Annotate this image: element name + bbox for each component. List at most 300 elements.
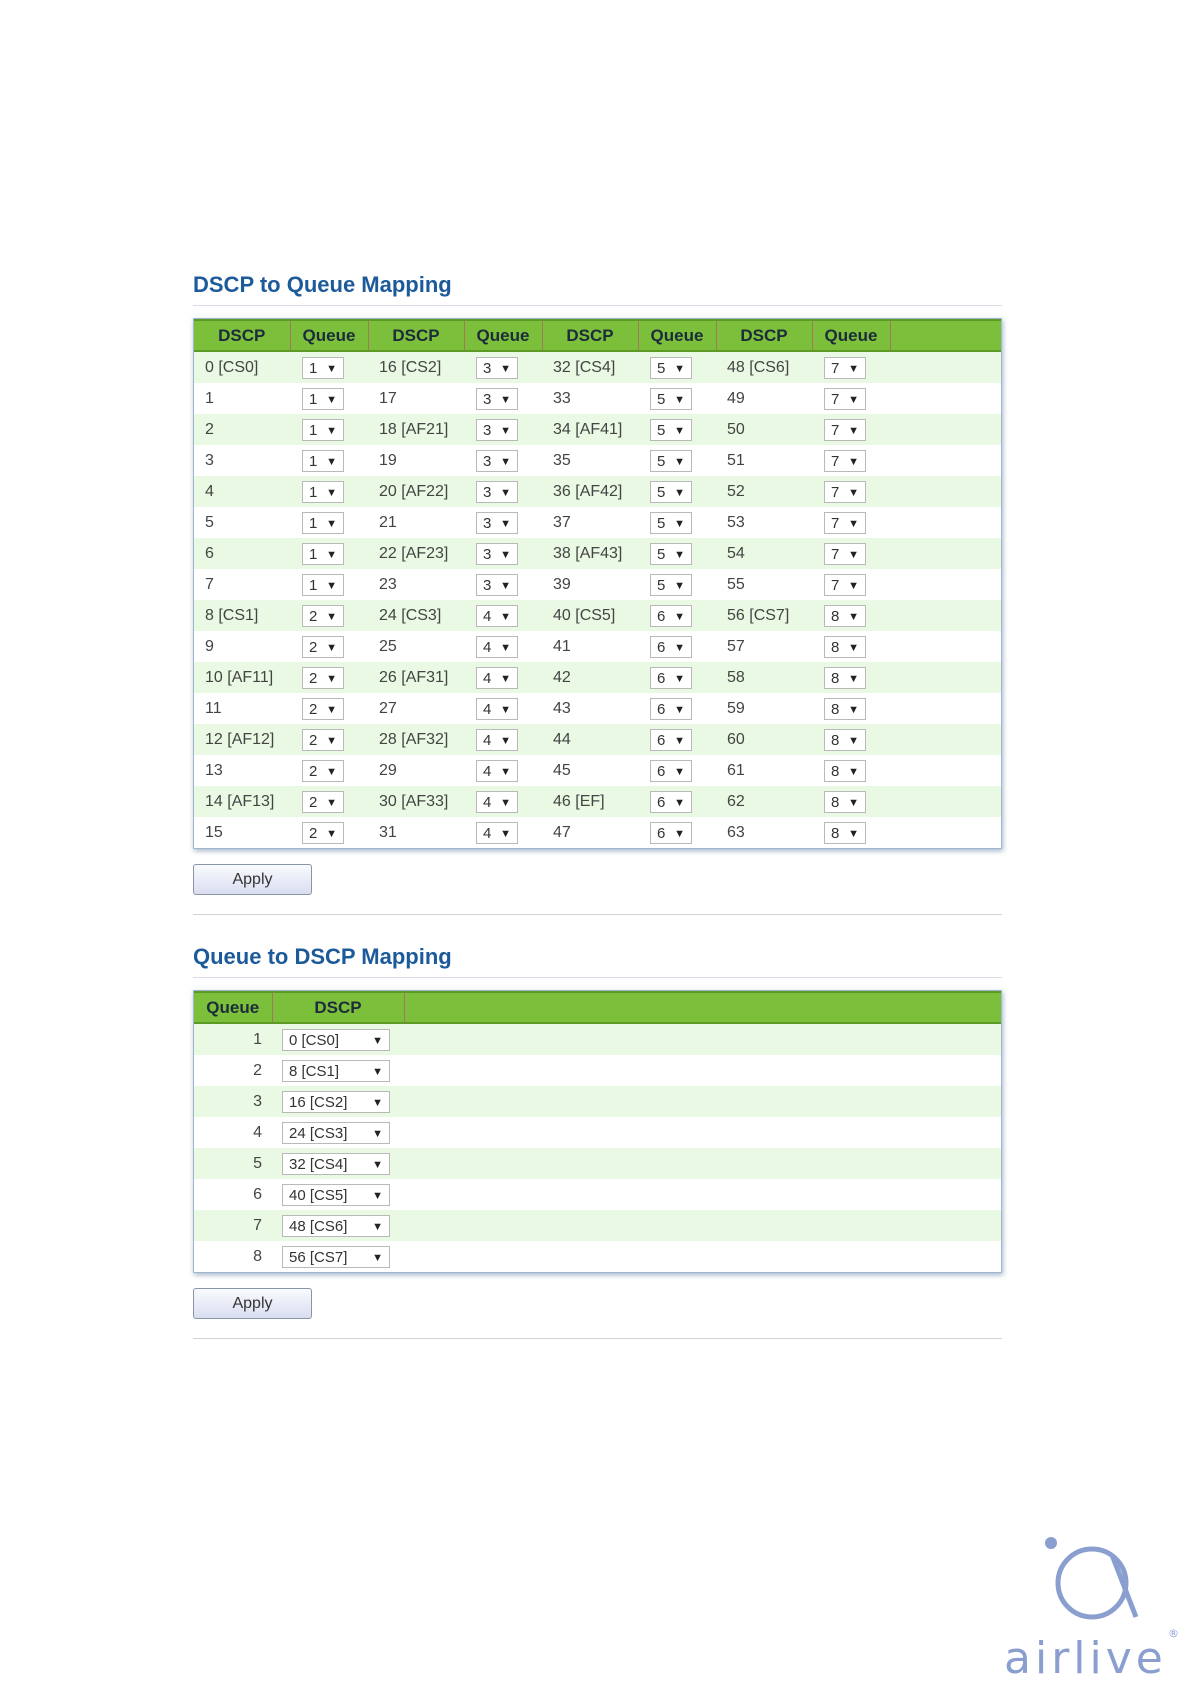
- chevron-down-icon: ▼: [848, 517, 859, 530]
- chevron-down-icon: ▼: [848, 362, 859, 375]
- chevron-down-icon: ▼: [674, 610, 685, 623]
- dscp-value: 30 [AF33]: [368, 786, 464, 817]
- queue-number: 6: [194, 1179, 272, 1210]
- dscp-value: 20 [AF22]: [368, 476, 464, 507]
- dscp-select[interactable]: [282, 1091, 390, 1113]
- chevron-down-icon: ▼: [326, 672, 337, 685]
- queue-cell: [290, 662, 368, 693]
- select-value: 40 [CS5]: [289, 1186, 348, 1204]
- select-value: 8: [831, 669, 840, 687]
- svg-text:airlive: airlive: [1004, 1633, 1167, 1680]
- airlive-logo-graphic: [1000, 1525, 1180, 1680]
- queue-select[interactable]: [476, 667, 518, 689]
- select-value: 5: [657, 576, 666, 594]
- chevron-down-icon: ▼: [500, 393, 511, 406]
- table-header-row: [194, 992, 1001, 1023]
- dscp-value: 23: [368, 569, 464, 600]
- queue-select[interactable]: [302, 512, 344, 534]
- dscp-cell: [272, 1055, 404, 1086]
- select-value: 48 [CS6]: [289, 1217, 348, 1235]
- dscp-value: 2: [194, 414, 290, 445]
- queue-cell: [464, 351, 542, 383]
- queue-cell: [464, 724, 542, 755]
- column-header: Queue: [194, 992, 272, 1023]
- queue-cell: [290, 786, 368, 817]
- queue-select[interactable]: [476, 450, 518, 472]
- dscp-select[interactable]: [282, 1029, 390, 1051]
- select-value: 32 [CS4]: [289, 1155, 348, 1173]
- filler-cell: [890, 817, 1001, 848]
- dscp-value: 31: [368, 817, 464, 848]
- queue-to-dscp-table: [194, 991, 1001, 1272]
- filler-cell: [890, 662, 1001, 693]
- column-header: DSCP: [194, 320, 290, 351]
- filler-cell: [890, 351, 1001, 383]
- filler-cell: [890, 538, 1001, 569]
- dscp-select[interactable]: [282, 1184, 390, 1206]
- queue-cell: [638, 445, 716, 476]
- table-row: [194, 476, 1001, 507]
- queue-select[interactable]: [650, 605, 692, 627]
- select-value: 5: [657, 421, 666, 439]
- select-value: 0 [CS0]: [289, 1031, 340, 1049]
- dscp-value: 8 [CS1]: [194, 600, 290, 631]
- dscp-value: 59: [716, 693, 812, 724]
- queue-select[interactable]: [650, 543, 692, 565]
- table-row: [194, 724, 1001, 755]
- dscp-cell: [272, 1148, 404, 1179]
- queue-select[interactable]: [302, 822, 344, 844]
- chevron-down-icon: ▼: [326, 393, 337, 406]
- queue-cell: [812, 755, 890, 786]
- queue-select[interactable]: [650, 450, 692, 472]
- chevron-down-icon: ▼: [500, 424, 511, 437]
- chevron-down-icon: ▼: [500, 579, 511, 592]
- column-header: DSCP: [716, 320, 812, 351]
- chevron-down-icon: ▼: [848, 579, 859, 592]
- chevron-down-icon: ▼: [500, 672, 511, 685]
- filler-cell: [404, 1023, 1001, 1055]
- select-value: 3: [483, 421, 492, 439]
- queue-select[interactable]: [476, 388, 518, 410]
- select-value: 5: [657, 483, 666, 501]
- select-value: 8: [831, 824, 840, 842]
- queue-select[interactable]: [302, 419, 344, 441]
- dscp-value: 36 [AF42]: [542, 476, 638, 507]
- filler-cell: [404, 1117, 1001, 1148]
- table-row: [194, 445, 1001, 476]
- chevron-down-icon: ▼: [500, 796, 511, 809]
- select-value: 7: [831, 390, 840, 408]
- table-row: [194, 662, 1001, 693]
- select-value: 5: [657, 359, 666, 377]
- queue-cell: [812, 662, 890, 693]
- select-value: 7: [831, 576, 840, 594]
- select-value: 7: [831, 452, 840, 470]
- table-row: [194, 414, 1001, 445]
- select-value: 4: [483, 638, 492, 656]
- chevron-down-icon: ▼: [674, 548, 685, 561]
- table-row: [194, 351, 1001, 383]
- select-value: 56 [CS7]: [289, 1248, 348, 1266]
- select-value: 3: [483, 359, 492, 377]
- table-row: [194, 693, 1001, 724]
- select-value: 24 [CS3]: [289, 1124, 348, 1142]
- dscp-to-queue-title: DSCP to Queue Mapping: [193, 270, 1002, 306]
- dscp-value: 1: [194, 383, 290, 414]
- select-value: 1: [309, 390, 318, 408]
- chevron-down-icon: ▼: [372, 1034, 383, 1047]
- select-value: 4: [483, 731, 492, 749]
- queue-cell: [812, 600, 890, 631]
- table-row: [194, 1055, 1001, 1086]
- queue-number: 7: [194, 1210, 272, 1241]
- dscp-value: 39: [542, 569, 638, 600]
- dscp-value: 15: [194, 817, 290, 848]
- select-value: 5: [657, 452, 666, 470]
- dscp-value: 38 [AF43]: [542, 538, 638, 569]
- queue-select[interactable]: [824, 667, 866, 689]
- dscp-select[interactable]: [282, 1122, 390, 1144]
- queue-select[interactable]: [824, 760, 866, 782]
- dscp-value: 32 [CS4]: [542, 351, 638, 383]
- queue-cell: [638, 631, 716, 662]
- queue-select[interactable]: [824, 512, 866, 534]
- select-value: 4: [483, 762, 492, 780]
- dscp-value: 14 [AF13]: [194, 786, 290, 817]
- select-value: 6: [657, 669, 666, 687]
- queue-cell: [638, 662, 716, 693]
- chevron-down-icon: ▼: [674, 703, 685, 716]
- dscp-value: 34 [AF41]: [542, 414, 638, 445]
- queue-cell: [464, 445, 542, 476]
- queue-cell: [812, 445, 890, 476]
- select-value: 7: [831, 421, 840, 439]
- queue-select[interactable]: [824, 543, 866, 565]
- select-value: 7: [831, 359, 840, 377]
- queue-cell: [812, 351, 890, 383]
- queue-select[interactable]: [824, 450, 866, 472]
- select-value: 6: [657, 793, 666, 811]
- chevron-down-icon: ▼: [500, 641, 511, 654]
- table-row: [194, 1241, 1001, 1272]
- chevron-down-icon: ▼: [674, 672, 685, 685]
- chevron-down-icon: ▼: [848, 734, 859, 747]
- chevron-down-icon: ▼: [326, 455, 337, 468]
- select-value: 3: [483, 576, 492, 594]
- select-value: 1: [309, 545, 318, 563]
- select-value: 6: [657, 607, 666, 625]
- queue-to-dscp-section: [193, 942, 1002, 1339]
- queue-select[interactable]: [650, 698, 692, 720]
- queue-select[interactable]: [476, 512, 518, 534]
- select-value: 5: [657, 545, 666, 563]
- dscp-value: 6: [194, 538, 290, 569]
- select-value: 6: [657, 700, 666, 718]
- queue-select[interactable]: [476, 822, 518, 844]
- dscp-value: 19: [368, 445, 464, 476]
- column-header: DSCP: [368, 320, 464, 351]
- queue-select[interactable]: [476, 543, 518, 565]
- chevron-down-icon: ▼: [326, 765, 337, 778]
- dscp-select[interactable]: [282, 1153, 390, 1175]
- chevron-down-icon: ▼: [372, 1065, 383, 1078]
- dscp-value: 37: [542, 507, 638, 538]
- chevron-down-icon: ▼: [326, 579, 337, 592]
- dscp-value: 29: [368, 755, 464, 786]
- select-value: 3: [483, 452, 492, 470]
- chevron-down-icon: ▼: [674, 486, 685, 499]
- dscp-value: 5: [194, 507, 290, 538]
- chevron-down-icon: ▼: [848, 486, 859, 499]
- queue-select[interactable]: [824, 574, 866, 596]
- queue-to-dscp-body: [194, 1023, 1001, 1272]
- queue-number: 1: [194, 1023, 272, 1055]
- queue-select[interactable]: [476, 419, 518, 441]
- column-header: Queue: [638, 320, 716, 351]
- queue-select[interactable]: [824, 388, 866, 410]
- queue-select[interactable]: [824, 481, 866, 503]
- filler-cell: [890, 414, 1001, 445]
- column-header: Queue: [290, 320, 368, 351]
- queue-number: 8: [194, 1241, 272, 1272]
- queue-select[interactable]: [476, 791, 518, 813]
- queue-select[interactable]: [302, 605, 344, 627]
- queue-select[interactable]: [302, 543, 344, 565]
- queue-cell: [464, 755, 542, 786]
- chevron-down-icon: ▼: [326, 486, 337, 499]
- select-value: 7: [831, 483, 840, 501]
- select-value: 6: [657, 731, 666, 749]
- queue-select[interactable]: [650, 822, 692, 844]
- dscp-select[interactable]: [282, 1215, 390, 1237]
- queue-select[interactable]: [302, 481, 344, 503]
- select-value: 2: [309, 793, 318, 811]
- queue-select[interactable]: [650, 357, 692, 379]
- chevron-down-icon: ▼: [326, 641, 337, 654]
- queue-select[interactable]: [476, 698, 518, 720]
- select-value: 3: [483, 514, 492, 532]
- select-value: 2: [309, 700, 318, 718]
- queue-select[interactable]: [302, 636, 344, 658]
- queue-select[interactable]: [824, 698, 866, 720]
- queue-select[interactable]: [650, 419, 692, 441]
- queue-cell: [812, 724, 890, 755]
- table-row: [194, 1210, 1001, 1241]
- chevron-down-icon: ▼: [372, 1127, 383, 1140]
- queue-select[interactable]: [824, 791, 866, 813]
- queue-cell: [638, 569, 716, 600]
- dscp-value: 55: [716, 569, 812, 600]
- chevron-down-icon: ▼: [500, 486, 511, 499]
- queue-cell: [464, 786, 542, 817]
- select-value: 1: [309, 483, 318, 501]
- queue-select[interactable]: [302, 357, 344, 379]
- dscp-select[interactable]: [282, 1060, 390, 1082]
- chevron-down-icon: ▼: [326, 362, 337, 375]
- chevron-down-icon: ▼: [500, 765, 511, 778]
- queue-select[interactable]: [302, 791, 344, 813]
- dscp-value: 43: [542, 693, 638, 724]
- dscp-cell: [272, 1023, 404, 1055]
- queue-select[interactable]: [650, 512, 692, 534]
- dscp-value: 42: [542, 662, 638, 693]
- filler-cell: [404, 1055, 1001, 1086]
- queue-select[interactable]: [650, 729, 692, 751]
- queue-select[interactable]: [650, 760, 692, 782]
- queue-select[interactable]: [302, 574, 344, 596]
- dscp-value: 46 [EF]: [542, 786, 638, 817]
- dscp-select[interactable]: [282, 1246, 390, 1268]
- queue-cell: [638, 755, 716, 786]
- queue-cell: [638, 538, 716, 569]
- dscp-value: 10 [AF11]: [194, 662, 290, 693]
- chevron-down-icon: ▼: [500, 455, 511, 468]
- queue-select[interactable]: [302, 760, 344, 782]
- table-row: [194, 1023, 1001, 1055]
- queue-select[interactable]: [650, 481, 692, 503]
- queue-cell: [290, 600, 368, 631]
- chevron-down-icon: ▼: [674, 424, 685, 437]
- table-row: [194, 1086, 1001, 1117]
- filler-cell: [890, 693, 1001, 724]
- queue-cell: [290, 351, 368, 383]
- queue-cell: [290, 631, 368, 662]
- queue-cell: [290, 414, 368, 445]
- chevron-down-icon: ▼: [674, 393, 685, 406]
- queue-select[interactable]: [650, 667, 692, 689]
- queue-cell: [812, 538, 890, 569]
- filler-cell: [404, 1086, 1001, 1117]
- table-row: [194, 507, 1001, 538]
- chevron-down-icon: ▼: [674, 362, 685, 375]
- dscp-value: 54: [716, 538, 812, 569]
- queue-cell: [638, 817, 716, 848]
- queue-select[interactable]: [302, 450, 344, 472]
- filler-cell: [404, 1241, 1001, 1272]
- queue-select[interactable]: [476, 574, 518, 596]
- table-row: [194, 538, 1001, 569]
- table-row: [194, 1117, 1001, 1148]
- dscp-value: 27: [368, 693, 464, 724]
- chevron-down-icon: ▼: [326, 610, 337, 623]
- queue-cell: [464, 631, 542, 662]
- chevron-down-icon: ▼: [848, 827, 859, 840]
- dscp-cell: [272, 1210, 404, 1241]
- queue-cell: [290, 383, 368, 414]
- queue-select[interactable]: [824, 605, 866, 627]
- queue-select[interactable]: [476, 760, 518, 782]
- queue-select[interactable]: [650, 574, 692, 596]
- dscp-value: 16 [CS2]: [368, 351, 464, 383]
- queue-select[interactable]: [476, 481, 518, 503]
- table-header-row: [194, 320, 1001, 351]
- queue-select[interactable]: [824, 357, 866, 379]
- filler-cell: [890, 631, 1001, 662]
- dscp-value: 13: [194, 755, 290, 786]
- select-value: 4: [483, 607, 492, 625]
- select-value: 1: [309, 576, 318, 594]
- queue-cell: [464, 538, 542, 569]
- section-divider: [193, 914, 1002, 915]
- chevron-down-icon: ▼: [372, 1189, 383, 1202]
- column-header-filler: [890, 320, 1001, 351]
- queue-select[interactable]: [824, 822, 866, 844]
- queue-select[interactable]: [302, 698, 344, 720]
- queue-select[interactable]: [302, 388, 344, 410]
- queue-cell: [464, 817, 542, 848]
- queue-select[interactable]: [476, 729, 518, 751]
- dscp-value: 11: [194, 693, 290, 724]
- queue-cell: [290, 476, 368, 507]
- queue-select[interactable]: [476, 636, 518, 658]
- queue-select[interactable]: [824, 419, 866, 441]
- filler-cell: [890, 445, 1001, 476]
- queue-select[interactable]: [302, 667, 344, 689]
- queue-select[interactable]: [650, 388, 692, 410]
- dscp-cell: [272, 1179, 404, 1210]
- queue-cell: [812, 693, 890, 724]
- chevron-down-icon: ▼: [500, 703, 511, 716]
- dscp-value: 57: [716, 631, 812, 662]
- queue-cell: [638, 786, 716, 817]
- table-row: [194, 1179, 1001, 1210]
- select-value: 7: [831, 514, 840, 532]
- dscp-value: 58: [716, 662, 812, 693]
- dscp-value: 26 [AF31]: [368, 662, 464, 693]
- chevron-down-icon: ▼: [500, 734, 511, 747]
- chevron-down-icon: ▼: [326, 424, 337, 437]
- queue-select[interactable]: [824, 729, 866, 751]
- apply-button[interactable]: Apply: [193, 864, 312, 895]
- select-value: 6: [657, 824, 666, 842]
- apply-button[interactable]: Apply: [193, 1288, 312, 1319]
- table-row: [194, 1148, 1001, 1179]
- chevron-down-icon: ▼: [500, 362, 511, 375]
- dscp-value: 61: [716, 755, 812, 786]
- table-row: [194, 786, 1001, 817]
- chevron-down-icon: ▼: [674, 641, 685, 654]
- chevron-down-icon: ▼: [674, 734, 685, 747]
- select-value: 2: [309, 731, 318, 749]
- queue-to-dscp-title: Queue to DSCP Mapping: [193, 942, 1002, 978]
- queue-cell: [638, 507, 716, 538]
- dscp-value: 48 [CS6]: [716, 351, 812, 383]
- queue-cell: [464, 600, 542, 631]
- dscp-value: 51: [716, 445, 812, 476]
- filler-cell: [404, 1210, 1001, 1241]
- select-value: 8: [831, 762, 840, 780]
- select-value: 8: [831, 731, 840, 749]
- dscp-value: 24 [CS3]: [368, 600, 464, 631]
- queue-cell: [464, 383, 542, 414]
- chevron-down-icon: ▼: [674, 579, 685, 592]
- queue-select[interactable]: [650, 636, 692, 658]
- dscp-value: 7: [194, 569, 290, 600]
- select-value: 4: [483, 793, 492, 811]
- queue-select[interactable]: [302, 729, 344, 751]
- dscp-value: 53: [716, 507, 812, 538]
- dscp-value: 63: [716, 817, 812, 848]
- queue-cell: [812, 631, 890, 662]
- select-value: 6: [657, 638, 666, 656]
- dscp-value: 3: [194, 445, 290, 476]
- filler-cell: [890, 383, 1001, 414]
- queue-select[interactable]: [476, 605, 518, 627]
- queue-select[interactable]: [824, 636, 866, 658]
- queue-select[interactable]: [476, 357, 518, 379]
- queue-select[interactable]: [650, 791, 692, 813]
